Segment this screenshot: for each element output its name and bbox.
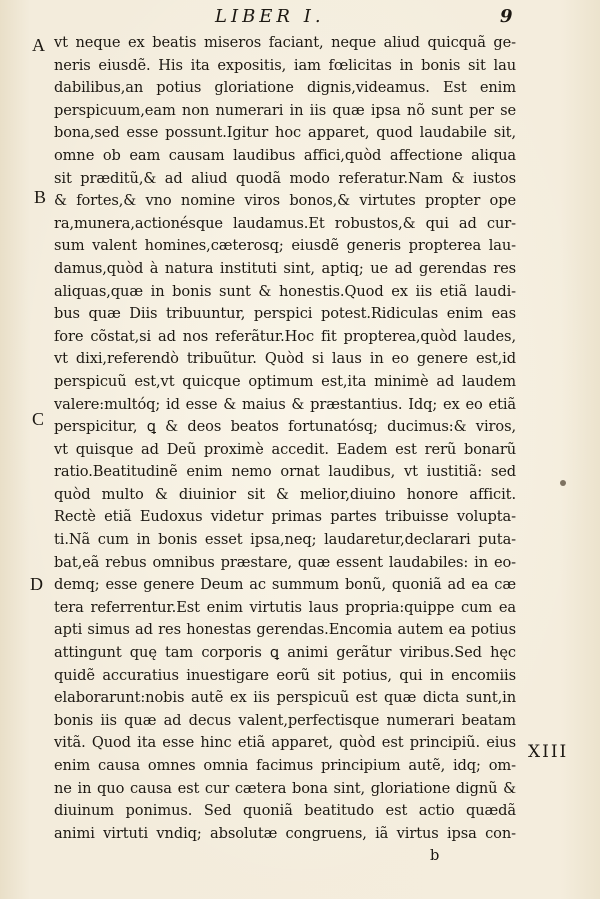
text-line: sum valent homines,cæterosq; eiusdẽ generis propterea lau- [54,237,516,255]
text-line: tera referrentur.Est enim virtutis laus propria:quippe cum ea [54,598,516,616]
text-line: valere:multóq; id esse & maius & præstantius. Idq; ex eo etiã [54,395,516,413]
text-line: perspicuũ est,vt quicque optimum est,ita minimè ad laudem [54,372,516,390]
text-line: elaborarunt:nobis autẽ ex iis perspicuũ est quæ dicta sunt,in [54,689,516,707]
text-line: ne in quo causa est cur cætera bona sint, gloriatione dignũ & [54,779,516,797]
text-line: diuinum ponimus. Sed quoniã beatitudo est actio quædã [54,802,516,820]
text-line: attingunt quę tam corporis ꝗ animi gerãtur viribus.Sed hęc [54,644,516,662]
text-line: omne ob eam causam laudibus affici,quòd affectione aliqua [54,146,516,164]
text-line: perspicitur, ꝗ & deos beatos fortunatósq; ducimus:& viros, [54,418,516,436]
running-head: LIBER I. [215,6,325,27]
text-line: apti simus ad res honestas gerendas.Encomia autem ea potius [54,621,516,639]
text-line: perspicuum,eam non numerari in iis quæ ipsa nõ sunt per se [54,101,516,119]
body-text [54,32,516,868]
text-line: quòd multo & diuinior sit & melior,diuino honore afficit. [54,485,516,503]
margin-dot-mark [560,480,566,486]
signature-mark: b [430,847,440,865]
text-line: demq; esse genere Deum ac summum bonũ, quoniã ad ea cæ [54,576,516,594]
text-line: & fortes,& vno nomine viros bonos,& virtutes propter ope [54,192,516,210]
text-line: bus quæ Diis tribuuntur, perspici potest.Ridiculas enim eas [54,305,516,323]
text-line: enim causa omnes omnia facimus principium autẽ, idq; om- [54,757,516,774]
text-line: vitã. Quod ita esse hinc etiã apparet, quòd est principiũ. eius [54,734,516,752]
text-line: ra,munera,actionésque laudamus.Et robustos,& qui ad cur- [54,214,516,232]
margin-letter-d: D [30,574,43,594]
text-line: vt neque ex beatis miseros faciant, neque aliud quicquã ge- [54,34,516,51]
text-line: ratio.Beatitudinẽ enim nemo ornat laudibus, vt iustitiã: sed [54,463,516,481]
text-line: quidẽ accuratius inuestigare eorũ sit potius, qui in encomiis [54,666,516,684]
margin-letter-c: C [32,409,45,429]
text-line: bona,sed esse possunt.Igitur hoc apparet, quod laudabile sit, [54,124,516,142]
margin-letter-b: B [34,187,47,207]
text-line: ti.Nã cum in bonis esset ipsa,neq; laudaretur,declarari puta- [54,531,516,549]
text-line: aliquas,quæ in bonis sunt & honestis.Quod ex iis etiã laudi- [54,282,516,300]
text-line: bat,eã rebus omnibus præstare, quæ essent laudabiles: in eo- [54,553,516,571]
text-line: sit præditũ,& ad aliud quodã modo referatur.Nam & iustos [54,169,516,187]
margin-letter-a: A [32,35,45,55]
text-line: fore cõstat,si ad nos referãtur.Hoc fit propterea,quòd laudes, [54,327,516,345]
page-header [0,6,600,30]
text-line: dabilibus,an potius gloriatione dignis,videamus. Est enim [54,79,516,97]
text-line: neris eiusdẽ. His ita expositis, iam fœlicitas in bonis sit lau [54,56,516,74]
text-line: vt quisque ad Deũ proximè accedit. Eadem est rerũ bonarũ [54,440,516,458]
text-line: vt dixi,referendò tribuũtur. Quòd si laus in eo genere est,id [54,350,516,368]
text-line: Rectè etiã Eudoxus videtur primas partes tribuisse volupta- [54,508,516,526]
text-line: bonis iis quæ ad decus valent,perfectisque numerari beatam [54,711,516,729]
chapter-number: XIII [528,742,569,762]
text-line: animi virtuti vndiq; absolutæ congruens, iã virtus ipsa con- [54,824,516,842]
text-line: damus,quòd à natura instituti sint, aptiq; ue ad gerendas res [54,259,516,277]
page-number: 9 [500,6,513,27]
